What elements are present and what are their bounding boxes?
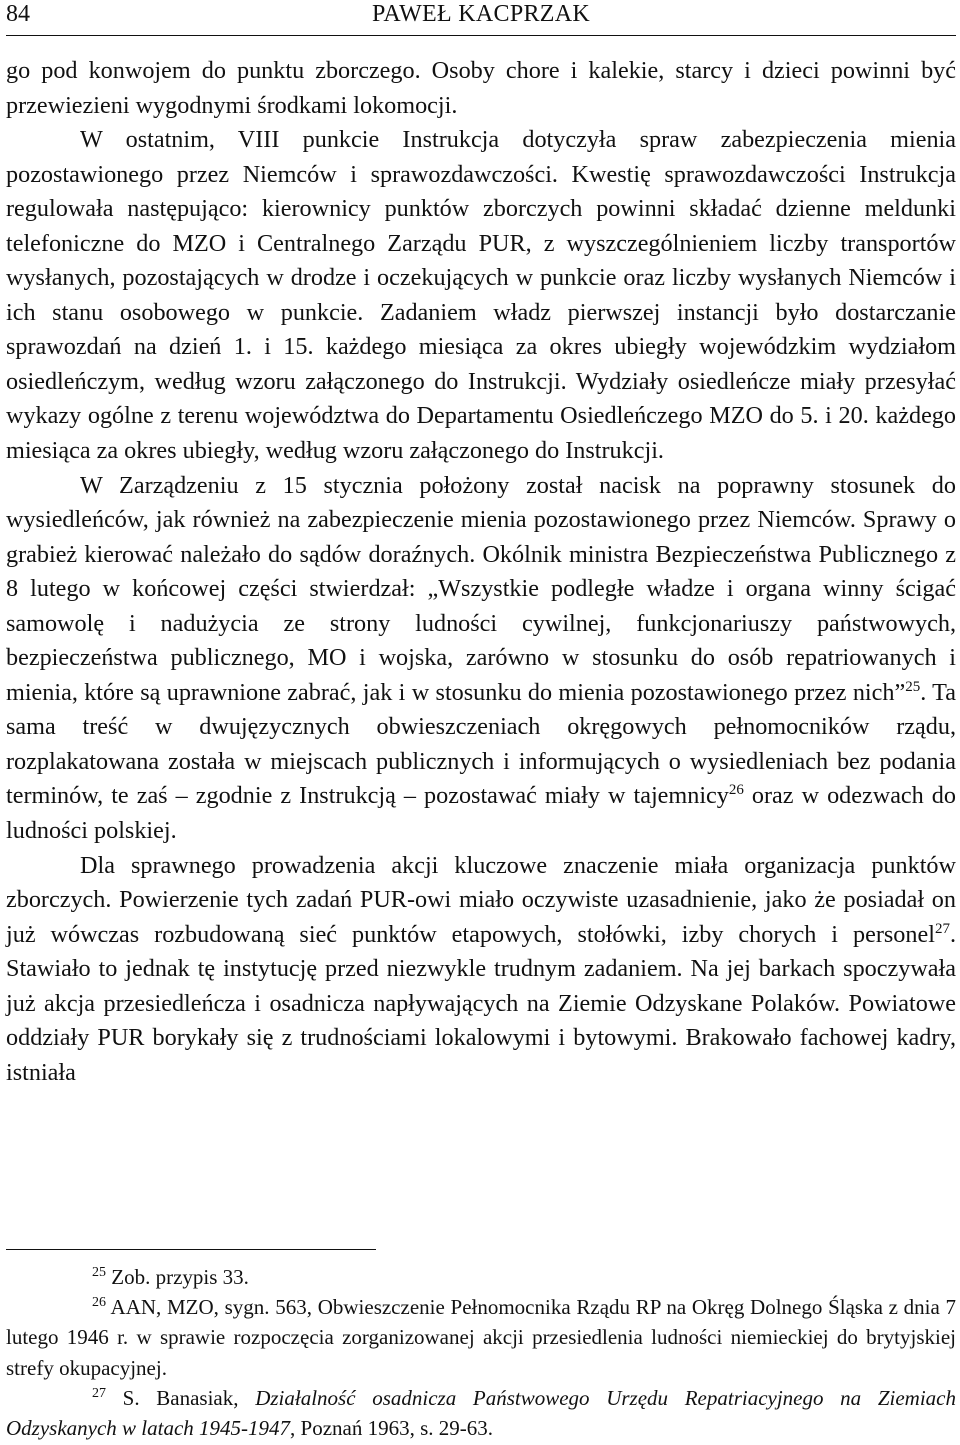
body-text [6,54,956,1090]
footnote-25 [6,1262,956,1292]
footnote-text: AAN, MZO, sygn. 563, Obwieszczenie Pełnomocnika Rządu RP na Okręg Dolnego Śląska z dnia 7 lutego 1946 r. w sprawie rozpoczęcia zorganizowanej akcji przesiedlenia ludności niemieckiej do brytyjskiej strefy okupacyjnej. [6,1295,956,1380]
footnotes [6,1262,956,1443]
footnote-27 [6,1383,956,1443]
page-header [6,0,956,38]
footnote-26 [6,1292,956,1383]
header-rule [6,35,956,36]
paragraph-4 [6,849,956,1091]
footnote-ref-26[interactable]: 26 [728,782,744,799]
footnote-author: S. Banasiak, [106,1385,256,1410]
paragraph-1 [6,54,956,123]
footnote-text: , Poznań 1963, s. 29-63. [290,1416,494,1441]
footnote-rule [6,1249,376,1250]
paragraph-2 [6,123,956,468]
footnote-ref-27[interactable]: 27 [934,920,950,937]
footnote-number: 27 [92,1385,106,1401]
footnote-number: 26 [92,1295,106,1311]
running-head: PAWEŁ KACPRZAK [371,1,591,27]
paragraph-3-text-c: oraz w odezwach do ludności polskiej. [6,782,956,845]
paragraph-3-text-a: W Zarządzeniu z 15 stycznia położony został nacisk na poprawny stosunek do wysiedleńców, jak również na zabezpieczenie mienia pozostawionego przez Niemców. Sprawy o grabież kierować należało do sądów doraźnych. Okólnik ministra Bezpieczeństwa Publicznego z 8 lutego w końcowej części stwierdzał: „Wszystkie podległe władze i organa winny ścigać samowolę i nadużycia ze strony ludności cywilnej, funkcjonariuszy państwowych, bezpieczeństwa publicznego, MO i wojska, zarówno w stosunku do osób repatriowanych i mienia, które są uprawnione zabrać, jak i w stosunku do mienia pozostawionego przez nich” [6,471,956,706]
footnote-ref-25[interactable]: 25 [905,678,921,695]
footnote-title: Działalność osadnicza Państwowego Urzędu Repatriacyjnego na Ziemiach Odzyskanych w latach 1945-1947 [6,1385,957,1441]
footnote-text: Zob. przypis 33. [106,1265,249,1289]
footnote-number: 25 [92,1265,106,1280]
paragraph-4-text-a: Dla sprawnego prowadzenia akcji kluczowe znaczenie miała organizacja punktów zborczych. Powierzenie tych zadań PUR-owi miało oczywiste uzasadnienie, jako że posiadał on już wówczas rozbudowaną sieć punktów etapowych, stołówki, izby chorych i personel [6,851,956,948]
paragraph-2-text: W ostatnim, VIII punkcie Instrukcja dotyczyła spraw zabezpieczenia mienia pozostawionego przez Niemców i sprawozdawczości. Kwestię sprawozdawczości Instrukcja regulowała następująco: kierownicy punktów zborczych powinni składać dzienne meldunki telefoniczne do MZO i Centralnego Zarządu PUR, z wyszczególnieniem liczby transportów wysłanych, pozostających w drodze i oczekujących w punkcie oraz liczby wysłanych Niemców i ich stanu osobowego w punkcie. Zadaniem władz pierwszej instancji było dostarczanie sprawozdań na dzień 1. i 15. każdego miesiąca za okres ubiegły wojewódzkim wydziałom osiedleńczym, według wzoru załączonego do Instrukcji. Wydziały osiedleńcze miały przesyłać wykazy ogólne z terenu województwa do Departamentu Osiedleńczego MZO do 5. i 20. każdego miesiąca za okres ubiegły, według wzoru załączonego do Instrukcji. [6,126,956,465]
paragraph-3-text-b: . Ta sama treść w dwujęzycznych obwieszczeniach okręgowych pełnomocników rządu, rozplakatowana została w miejscach publicznych i informujących o wysiedleniach bez podania terminów, te zaś – zgodnie z Instrukcją – pozostawać miały w tajemnicy [6,678,956,810]
paragraph-1-text: go pod konwojem do punktu zborczego. Osoby chore i kalekie, starcy i dzieci powinni być przewiezieni wygodnymi środkami lokomocji. [6,57,956,119]
paragraph-3 [6,469,956,849]
paragraph-4-text-b: . Stawiało to jednak tę instytucję przed niezwykle trudnym zadaniem. Na jej barkach spoczywała już akcja przesiedleńcza i osadnicza napływających na Ziemie Odzyskane Polaków. Powiatowe oddziały PUR borykały się z trudnościami lokalowymi i bytowymi. Brakowało fachowej kadry, istniała [6,920,956,1086]
page-number: 84 [6,1,30,27]
